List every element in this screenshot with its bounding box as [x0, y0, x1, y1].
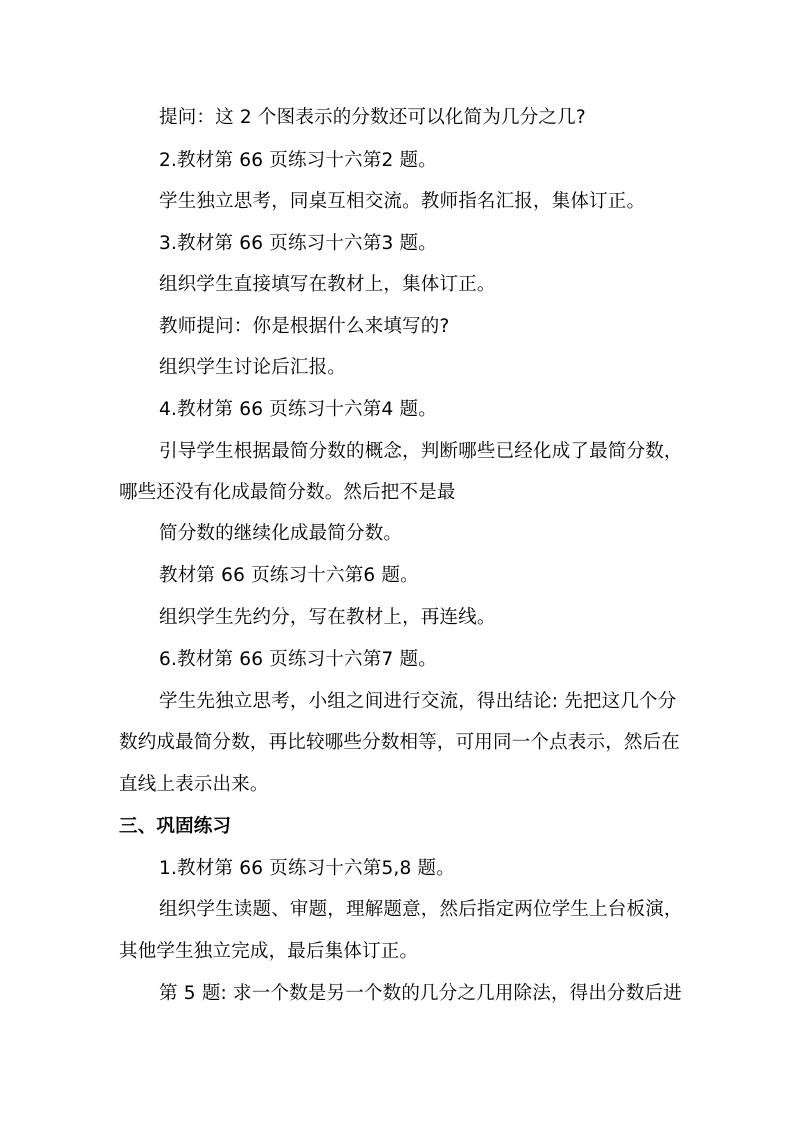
text-line: 1.教材第 66 页练习十六第5,8 题。 — [159, 858, 455, 879]
text-line: 4.教材第 66 页练习十六第4 题。 — [159, 399, 437, 420]
text-line: 其他学生独立完成，最后集体订正。 — [119, 941, 419, 962]
text-line: 教材第 66 页练习十六第6 题。 — [159, 565, 419, 586]
text-line: 提问：这 2 个图表示的分数还可以化简为几分之几? — [159, 107, 586, 128]
text-line: 组织学生讨论后汇报。 — [159, 357, 347, 378]
text-line: 哪些还没有化成最简分数。然后把不是最 — [119, 482, 456, 503]
section-heading: 三、巩固练习 — [119, 816, 232, 837]
text-line: 教师提问：你是根据什么来填写的? — [159, 316, 450, 337]
text-line: 组织学生直接填写在教材上，集体订正。 — [159, 274, 496, 295]
text-line: 直线上表示出来。 — [119, 774, 269, 795]
text-line: 简分数的继续化成最简分数。 — [159, 523, 403, 544]
text-line: 学生先独立思考，小组之间进行交流，得出结论: 先把这几个分 — [159, 691, 677, 712]
text-line: 数约成最简分数，再比较哪些分数相等，可用同一个点表示，然后在 — [119, 732, 681, 753]
text-line: 引导学生根据最简分数的概念，判断哪些已经化成了最简分数， — [159, 441, 683, 462]
text-line: 3.教材第 66 页练习十六第3 题。 — [159, 233, 437, 254]
text-line: 第 5 题: 求一个数是另一个数的几分之几用除法，得出分数后进 — [159, 983, 682, 1004]
text-line: 学生独立思考，同桌互相交流。教师指名汇报，集体订正。 — [159, 191, 646, 212]
text-line: 6.教材第 66 页练习十六第7 题。 — [159, 649, 437, 670]
text-line: 组织学生先约分，写在教材上，再连线。 — [159, 607, 496, 628]
text-line: 2.教材第 66 页练习十六第2 题。 — [159, 150, 437, 171]
text-line: 组织学生读题、审题，理解题意，然后指定两位学生上台板演， — [159, 899, 683, 920]
